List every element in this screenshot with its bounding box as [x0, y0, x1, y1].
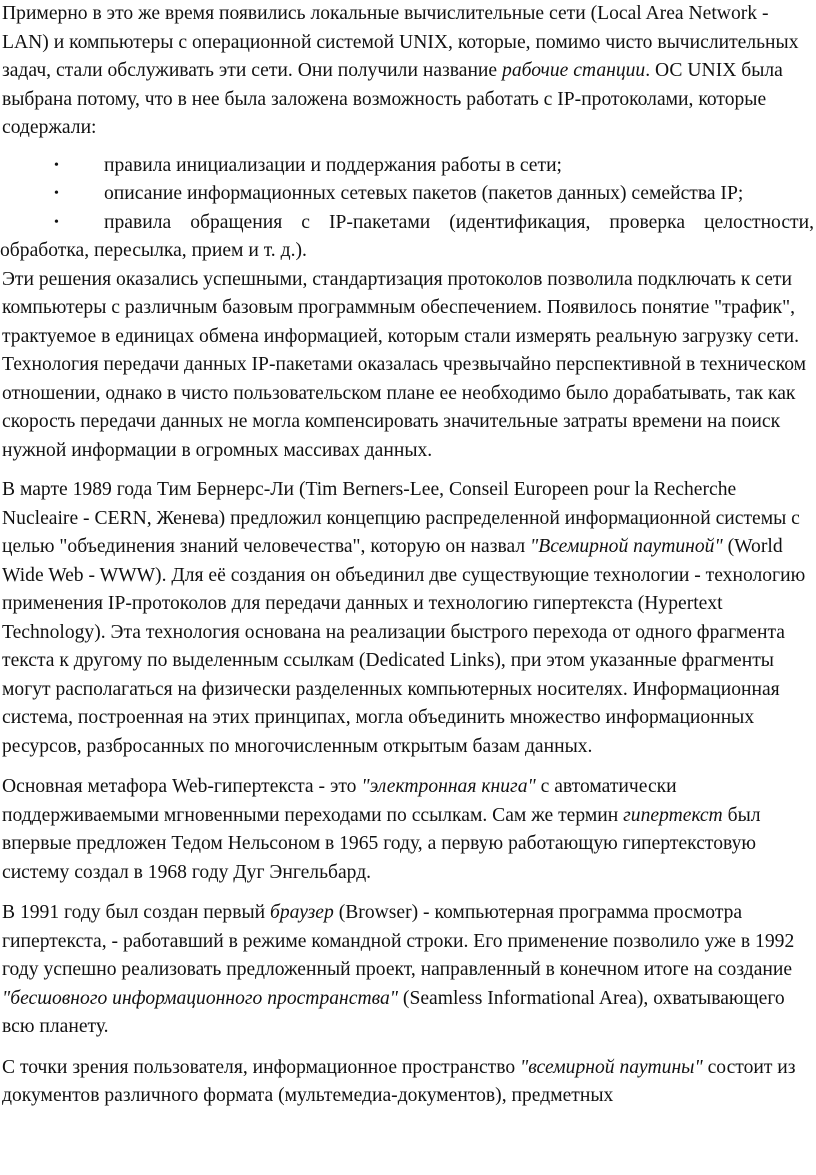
www-text-1: В марте 1989 года Тим Бернерс-Ли (Tim Berners-Lee, Conseil Europeen pour la Recherche Nucleaire - CERN, Женева) предложил концепцию распределенной информационной системы с целью "объединения знаний человечества", которую он назвал — [2, 479, 800, 557]
bullet-icon: • — [54, 214, 59, 230]
hypertext-text-1: Основная метафора Web-гипертекста - это — [2, 776, 362, 797]
paragraph-browser — [0, 899, 816, 1042]
user-view-text-2: состоит из документов различного формата (мультемедиа-документов), предметных — [2, 1056, 796, 1106]
hypertext-term-ebook: "электронная книга" — [361, 776, 536, 797]
paragraph-traffic: Эти решения оказались успешными, стандартизация протоколов позволила подключать к сети компьютеры с различным базовым программным обеспечением. Появилось понятие "трафик", трактуемое в единицах обмена информацией, которым стали измерять реальную загрузку сети. Технология передачи данных IP-пакетами оказалась чрезвычайно перспективной в техническом отношении, однако в чисто пользовательском плане ее необходимо было дорабатывать, так как скорость передачи данных не могла компенсировать значительные затраты времени на поиск нужной информации в огромных массивах данных. — [2, 268, 807, 461]
intro-term-workstations: рабочие станции — [502, 60, 646, 81]
list-item — [0, 152, 816, 181]
user-view-text-1: С точки зрения пользователя, информационное пространство — [2, 1056, 521, 1078]
intro-text-1: Примерно в это же время появились локальные вычислительные сети (Local Area Network - LAN) и компьютеры с операционной системой UNIX, которые, помимо чисто вычислительных задач, стали обслуживать эти сети. Они получили название — [2, 3, 799, 81]
user-view-term-web: "всемирной паутины" — [520, 1056, 703, 1078]
bullet-icon: • — [54, 157, 59, 173]
list-item — [0, 180, 816, 209]
list-item-text: правила обращения с IP-пакетами (идентификация, проверка целостности, обработка, пересылка, прием и т. д.). — [0, 211, 814, 261]
browser-text-1: В 1991 году был создан первый — [2, 902, 271, 923]
paragraph-user-view — [0, 1054, 816, 1111]
www-term-web: "Всемирной паутиной" — [530, 536, 723, 557]
hypertext-text-3: был впервые предложен Тедом Нельсоном в 1965 году, а первую работающую гипертекстовую систему создал в 1968 году Дуг Энгельбард. — [2, 804, 761, 883]
protocol-list — [0, 152, 816, 266]
list-item — [0, 209, 816, 266]
bullet-icon: • — [54, 186, 59, 201]
browser-term-browser: браузер — [270, 902, 334, 923]
hypertext-term-hypertext: гипертекст — [623, 804, 723, 826]
hypertext-text-2: с автоматически поддерживаемыми мгновенными переходами по ссылкам. Сам же термин — [2, 776, 677, 826]
paragraph-www — [0, 476, 816, 761]
intro-text-2: . ОС UNIX была выбрана потому, что в нее была заложена возможность работать с IP-протоколами, которые содержали: — [2, 60, 783, 138]
intro-paragraph — [0, 0, 816, 143]
list-item-text: правила инициализации и поддержания работы в сети; — [104, 154, 562, 176]
paragraph-hypertext — [0, 773, 816, 887]
list-item-text: описание информационных сетевых пакетов (пакетов данных) семейства IP; — [104, 183, 744, 204]
browser-term-seamless: "бесшовного информационного пространства" — [2, 987, 399, 1009]
www-text-2: (World Wide Web - WWW). Для её создания он объединил две существующие технологии - технологию применения IP-протоколов для передачи данных и технологию гипертекста (Hypertext Technology). Эта технология основана на реализации быстрого перехода от одного фрагмента текста к другому по выделенным ссылкам (Dedicated Links), при этом указанные фрагменты могут располагаться на физически разделенных компьютерных носителях. Информационная система, построенная на этих принципах, могла объединить множество информационных ресурсов, разбросанных по многочисленным открытым базам данных. — [2, 536, 806, 757]
browser-text-3: (Seamless Informational Area), охватывающего всю планету. — [2, 987, 785, 1037]
browser-text-2: (Browser) - компьютерная программа просмотра гипертекста, - работавший в режиме командной строки. Его применение позволило уже в 1992 году успешно реализовать предложенный проект, направленный в конечном итоге на создание — [2, 902, 795, 980]
